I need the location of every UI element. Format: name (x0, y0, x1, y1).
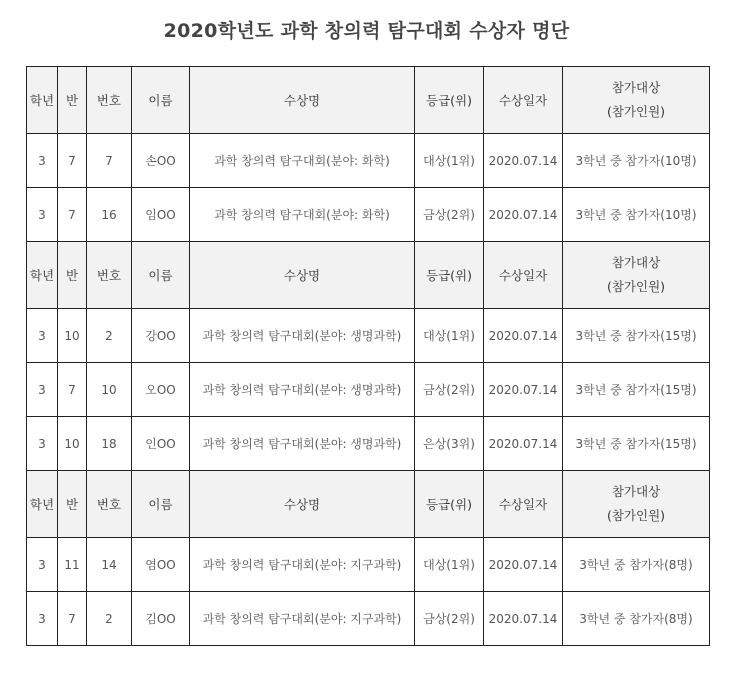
cell-target: 3학년 중 참가자(8명) (563, 538, 710, 592)
cell-rank: 대상(1위) (415, 134, 484, 188)
table-row (27, 188, 710, 242)
header-award: 수상명 (190, 242, 415, 309)
header-number: 번호 (87, 471, 132, 538)
cell-grade: 3 (27, 592, 58, 646)
header-number: 번호 (87, 67, 132, 134)
cell-date: 2020.07.14 (484, 592, 563, 646)
header-target-line2: (참가인원) (606, 104, 666, 119)
cell-number: 7 (87, 134, 132, 188)
cell-award: 과학 창의력 탐구대회(분야: 지구과학) (190, 538, 415, 592)
cell-class: 7 (58, 134, 87, 188)
header-name: 이름 (132, 471, 190, 538)
cell-name: 임OO (132, 188, 190, 242)
header-target-line1: 참가대상 (611, 255, 661, 270)
header-target (563, 471, 710, 538)
cell-award: 과학 창의력 탐구대회(분야: 화학) (190, 188, 415, 242)
cell-grade: 3 (27, 309, 58, 363)
header-class: 반 (58, 242, 87, 309)
header-rank: 등급(위) (415, 471, 484, 538)
cell-date: 2020.07.14 (484, 309, 563, 363)
header-class: 반 (58, 471, 87, 538)
cell-name: 손OO (132, 134, 190, 188)
cell-grade: 3 (27, 188, 58, 242)
table-header-row (27, 242, 710, 309)
header-date: 수상일자 (484, 471, 563, 538)
cell-rank: 대상(1위) (415, 309, 484, 363)
header-date: 수상일자 (484, 242, 563, 309)
header-class: 반 (58, 67, 87, 134)
cell-class: 10 (58, 417, 87, 471)
table-row (27, 538, 710, 592)
cell-target: 3학년 중 참가자(10명) (563, 188, 710, 242)
header-target (563, 67, 710, 134)
cell-grade: 3 (27, 538, 58, 592)
cell-date: 2020.07.14 (484, 417, 563, 471)
header-grade: 학년 (27, 67, 58, 134)
awards-table-body (27, 67, 710, 646)
cell-class: 11 (58, 538, 87, 592)
cell-name: 염OO (132, 538, 190, 592)
cell-date: 2020.07.14 (484, 363, 563, 417)
cell-number: 16 (87, 188, 132, 242)
cell-date: 2020.07.14 (484, 134, 563, 188)
cell-award: 과학 창의력 탐구대회(분야: 지구과학) (190, 592, 415, 646)
cell-rank: 금상(2위) (415, 592, 484, 646)
cell-class: 7 (58, 188, 87, 242)
header-target-line1: 참가대상 (611, 80, 661, 95)
cell-target: 3학년 중 참가자(10명) (563, 134, 710, 188)
table-header-row (27, 471, 710, 538)
header-name: 이름 (132, 242, 190, 309)
table-header-row (27, 67, 710, 134)
cell-target: 3학년 중 참가자(15명) (563, 363, 710, 417)
cell-number: 2 (87, 309, 132, 363)
table-row (27, 363, 710, 417)
table-row (27, 309, 710, 363)
cell-name: 강OO (132, 309, 190, 363)
cell-number: 2 (87, 592, 132, 646)
cell-name: 김OO (132, 592, 190, 646)
header-target (563, 242, 710, 309)
cell-date: 2020.07.14 (484, 538, 563, 592)
cell-rank: 금상(2위) (415, 188, 484, 242)
header-award: 수상명 (190, 67, 415, 134)
header-name: 이름 (132, 67, 190, 134)
cell-name: 인OO (132, 417, 190, 471)
cell-award: 과학 창의력 탐구대회(분야: 생명과학) (190, 363, 415, 417)
cell-target: 3학년 중 참가자(15명) (563, 417, 710, 471)
header-grade: 학년 (27, 471, 58, 538)
header-number: 번호 (87, 242, 132, 309)
header-rank: 등급(위) (415, 67, 484, 134)
cell-target: 3학년 중 참가자(8명) (563, 592, 710, 646)
cell-rank: 금상(2위) (415, 363, 484, 417)
table-row (27, 592, 710, 646)
cell-class: 7 (58, 592, 87, 646)
cell-rank: 대상(1위) (415, 538, 484, 592)
cell-award: 과학 창의력 탐구대회(분야: 화학) (190, 134, 415, 188)
cell-number: 10 (87, 363, 132, 417)
table-row (27, 417, 710, 471)
header-grade: 학년 (27, 242, 58, 309)
header-rank: 등급(위) (415, 242, 484, 309)
header-target-line2: (참가인원) (606, 508, 666, 523)
header-target-line2: (참가인원) (606, 279, 666, 294)
cell-grade: 3 (27, 417, 58, 471)
cell-grade: 3 (27, 134, 58, 188)
cell-rank: 은상(3위) (415, 417, 484, 471)
header-award: 수상명 (190, 471, 415, 538)
cell-number: 18 (87, 417, 132, 471)
cell-date: 2020.07.14 (484, 188, 563, 242)
cell-grade: 3 (27, 363, 58, 417)
cell-class: 7 (58, 363, 87, 417)
table-row (27, 134, 710, 188)
cell-award: 과학 창의력 탐구대회(분야: 생명과학) (190, 309, 415, 363)
cell-name: 오OO (132, 363, 190, 417)
header-date: 수상일자 (484, 67, 563, 134)
cell-target: 3학년 중 참가자(15명) (563, 309, 710, 363)
cell-number: 14 (87, 538, 132, 592)
header-target-line1: 참가대상 (611, 484, 661, 499)
awards-table (26, 66, 710, 646)
cell-class: 10 (58, 309, 87, 363)
cell-award: 과학 창의력 탐구대회(분야: 생명과학) (190, 417, 415, 471)
page-title: 2020학년도 과학 창의력 탐구대회 수상자 명단 (163, 20, 570, 42)
